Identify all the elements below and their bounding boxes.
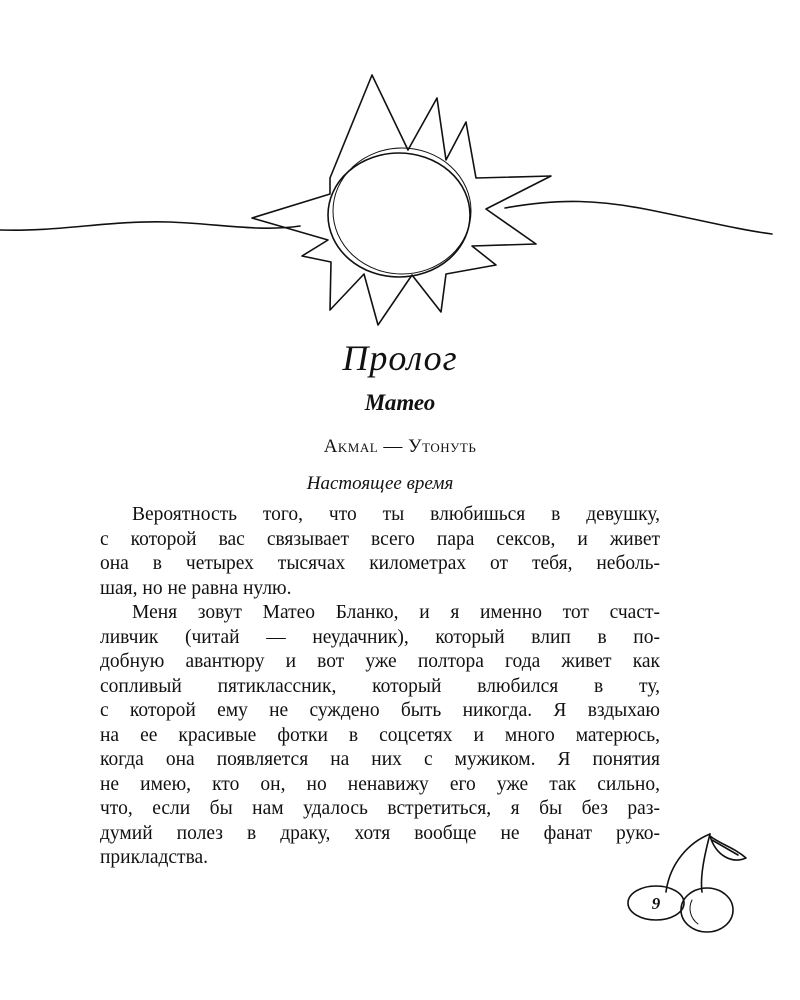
chapter-title: Пролог <box>342 338 458 378</box>
text-line: шая, но не равна нулю. <box>100 577 292 599</box>
text-line: ливчик (читай — неудачник), который влип в по- <box>100 626 660 648</box>
text-line: Вероятность того, что ты влюбишься в девушку, <box>132 504 660 525</box>
text-line: Меня зовут Матео Бланко, и я именно тот счаст- <box>132 602 660 623</box>
text-line: с которой ему не суждено быть никогда. Я вздыхаю <box>100 700 660 721</box>
text-line: добную авантюру и вот уже полтора года живет как <box>100 651 660 672</box>
text-line: она в четырех тысячах километрах от тебя, неболь- <box>100 553 660 574</box>
epigraph-song: Akmal — Утонуть <box>323 436 477 457</box>
text-line: что, если бы нам удалось встретиться, я бы без раз- <box>100 798 660 819</box>
wave-line <box>0 201 772 234</box>
time-marker: Настоящее время <box>306 473 454 494</box>
sun-disc <box>328 153 470 277</box>
text-line: когда она появляется на них с мужиком. Я понятия <box>100 749 660 770</box>
sun-ornament-icon <box>0 60 800 350</box>
text-line: с которой вас связывает всего пара сексов, и живет <box>100 528 660 550</box>
narrator-name: Матео <box>364 390 436 415</box>
paragraph-1 <box>100 503 660 601</box>
body-text <box>100 503 660 871</box>
text-line: на ее красивые фотки в соцсетях и много матерюсь, <box>100 724 660 746</box>
page-number: 9 <box>651 894 661 913</box>
text-line: прикладства. <box>100 847 209 868</box>
cherry-icon <box>620 822 760 952</box>
text-line: не имею, кто он, но ненавижу его уже так сильно, <box>100 773 660 795</box>
text-line: думий полез в драку, хотя вообще не фанат руко- <box>100 822 660 844</box>
text-line: сопливый пятиклассник, который влюбился в ту, <box>100 675 660 697</box>
sun-rays <box>252 75 551 325</box>
paragraph-2 <box>100 601 660 871</box>
